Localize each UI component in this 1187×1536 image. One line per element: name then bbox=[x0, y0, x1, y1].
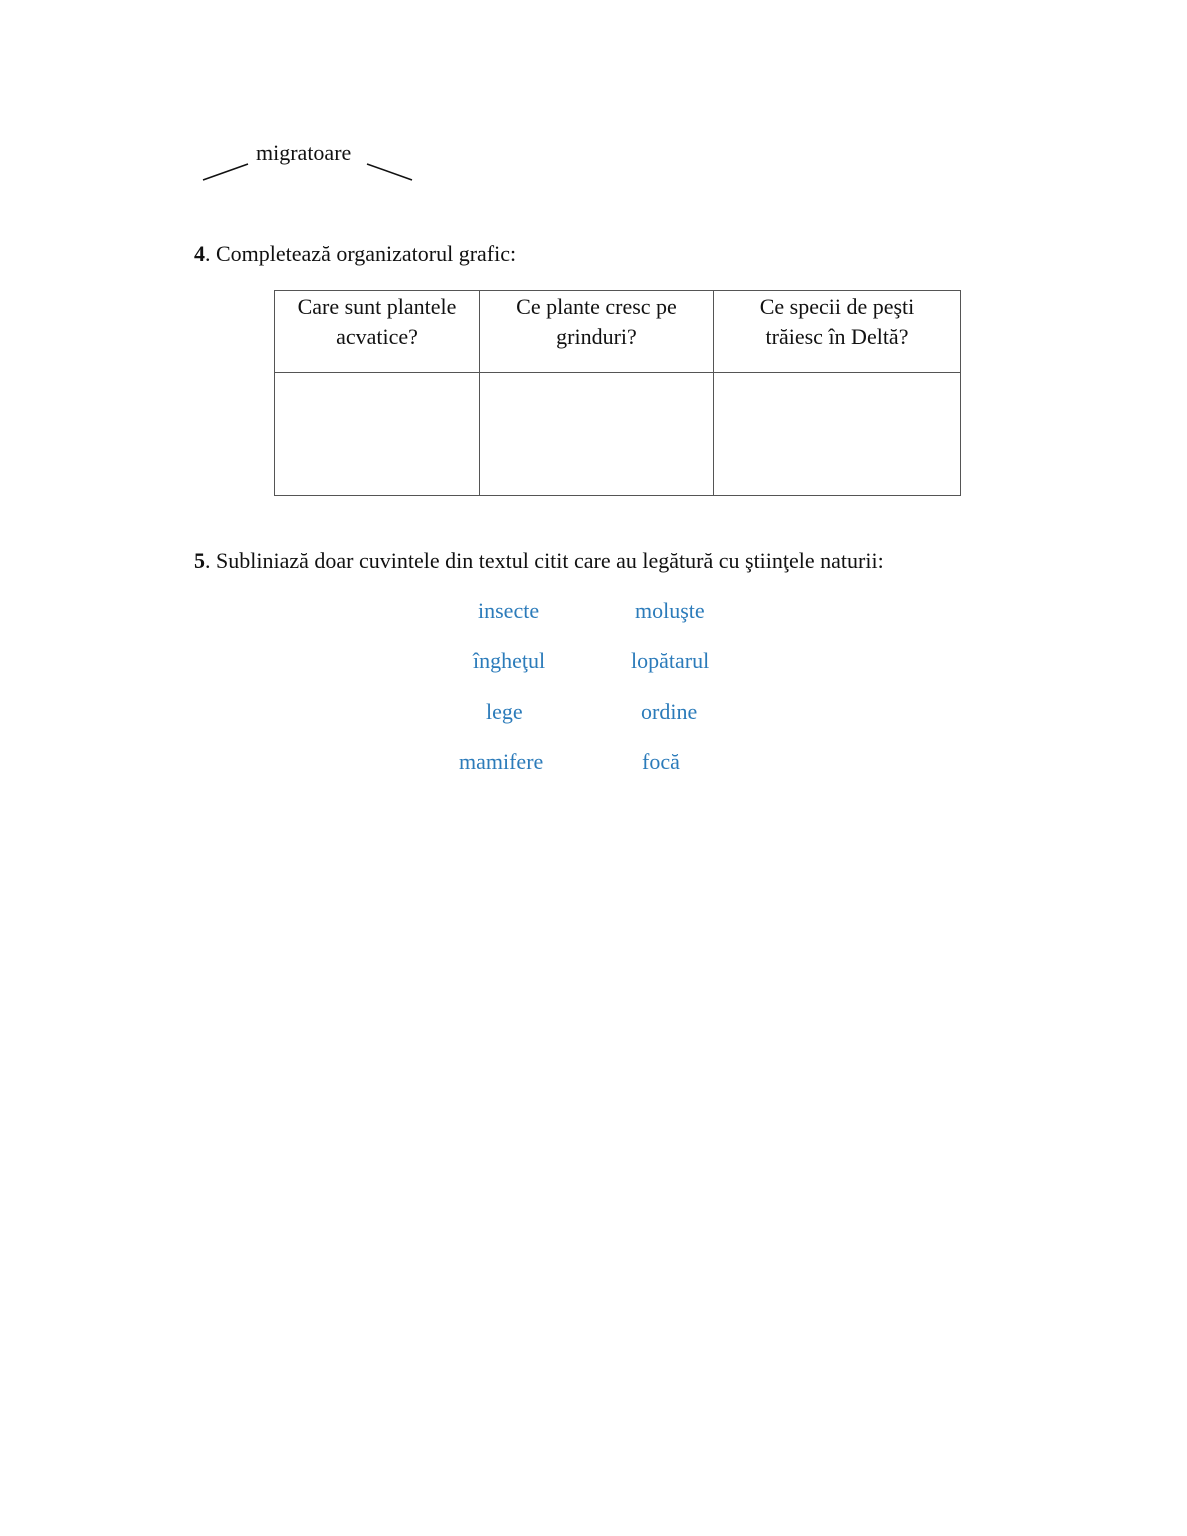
header-line: acvatice? bbox=[336, 324, 418, 349]
table-header-cell bbox=[480, 291, 714, 373]
answer-cell[interactable] bbox=[275, 373, 480, 496]
table-header-cell bbox=[714, 291, 961, 373]
header-line: Care sunt plantele bbox=[297, 294, 457, 319]
header-line: Ce specii de peşti bbox=[759, 294, 915, 319]
answer-cell[interactable] bbox=[480, 373, 714, 496]
header-line: trăiesc în Deltă? bbox=[765, 324, 909, 349]
word-option[interactable]: lopătarul bbox=[631, 648, 710, 673]
question-4 bbox=[194, 241, 516, 267]
table-answer-row bbox=[275, 373, 961, 496]
diagram-node-label: migratoare bbox=[256, 140, 352, 165]
word-option[interactable]: mamifere bbox=[459, 749, 544, 774]
question-5-number: 5 bbox=[194, 548, 205, 573]
word-option[interactable]: ordine bbox=[641, 699, 698, 724]
answer-cell[interactable] bbox=[714, 373, 961, 496]
word-option[interactable]: focă bbox=[642, 749, 680, 774]
question-4-number: 4 bbox=[194, 241, 205, 266]
question-4-text: . Completează organizatorul grafic: bbox=[205, 241, 517, 266]
question-5 bbox=[194, 548, 884, 574]
table-header-row bbox=[275, 291, 961, 373]
graphic-organizer-table bbox=[274, 290, 961, 496]
table-header-cell bbox=[275, 291, 480, 373]
word-option[interactable]: moluşte bbox=[635, 598, 705, 623]
word-option[interactable]: insecte bbox=[478, 598, 540, 623]
branch-line-left bbox=[203, 164, 248, 180]
header-line: grinduri? bbox=[556, 324, 637, 349]
word-option[interactable]: lege bbox=[486, 699, 523, 724]
question-5-text: . Subliniază doar cuvintele din textul citit care au legătură cu ştiinţele naturii: bbox=[205, 548, 884, 573]
word-option[interactable]: îngheţul bbox=[473, 648, 546, 673]
header-line: Ce plante cresc pe bbox=[516, 294, 677, 319]
branch-line-right bbox=[367, 164, 412, 180]
